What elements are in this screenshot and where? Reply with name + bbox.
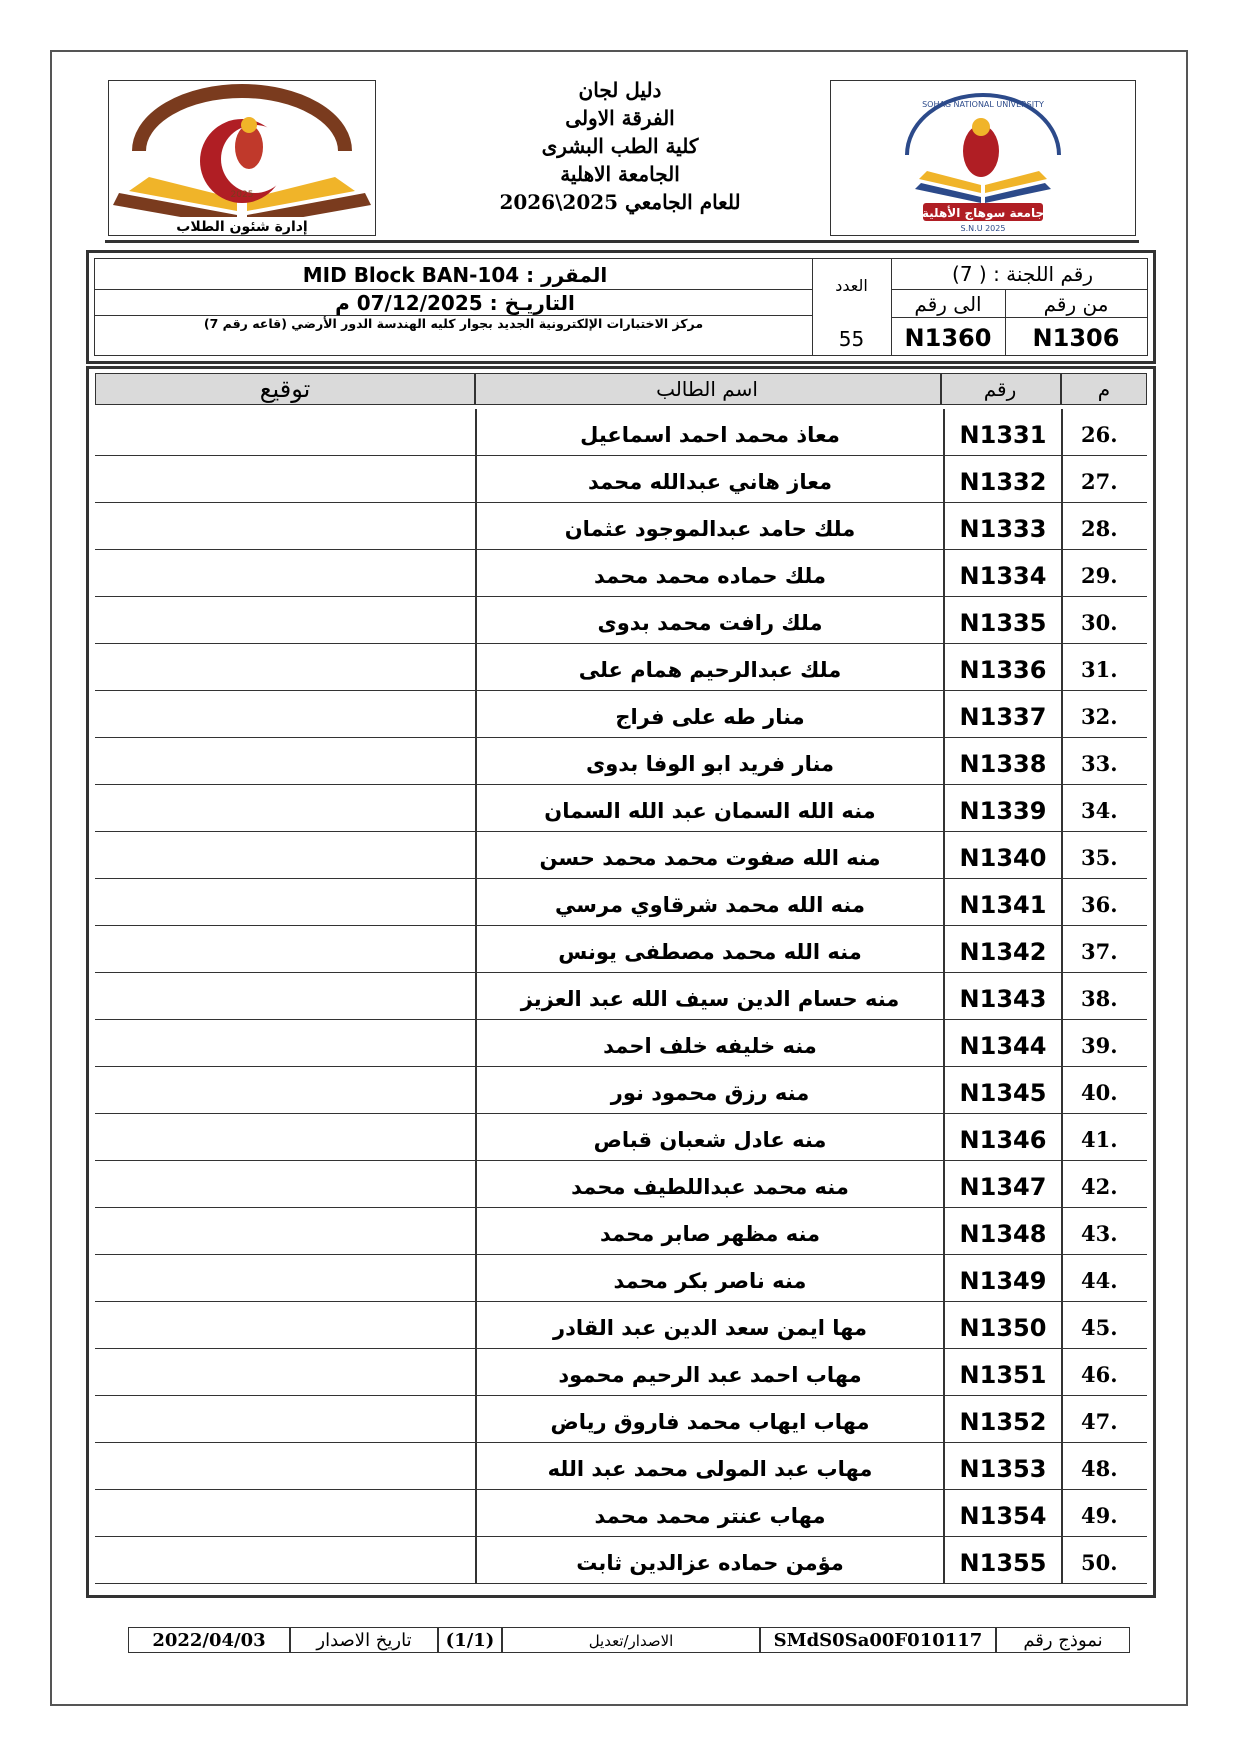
table-row xyxy=(95,1208,1147,1255)
table-row xyxy=(95,785,1147,832)
table-row xyxy=(95,456,1147,503)
signature-cell xyxy=(95,879,477,925)
student-name: منه الله محمد شرقاوي مرسي xyxy=(555,893,865,917)
row-index: 50. xyxy=(1081,1550,1118,1575)
student-code: N1348 xyxy=(943,1208,1063,1254)
issue-date-label: تاريخ الاصدار xyxy=(290,1627,438,1653)
student-name: منه عادل شعبان قباص xyxy=(593,1128,827,1152)
row-index: 49. xyxy=(1081,1503,1118,1528)
row-index: 33. xyxy=(1081,751,1118,776)
signature-cell xyxy=(95,785,477,831)
student-name: منه خليفه خلف احمد xyxy=(603,1034,817,1058)
document-title xyxy=(440,76,800,216)
student-code: N1340 xyxy=(943,832,1063,878)
form-number-label: نموذج رقم xyxy=(996,1627,1130,1653)
student-name: ملك عبدالرحيم همام على xyxy=(578,658,842,682)
student-code: N1350 xyxy=(943,1302,1063,1348)
student-name: منه ناصر بكر محمد xyxy=(613,1269,807,1293)
student-name: منه رزق محمود نور xyxy=(610,1081,810,1105)
row-index: 26. xyxy=(1081,422,1118,447)
student-code: N1339 xyxy=(943,785,1063,831)
exam-location: مركز الاختبارات الإلكترونية الجديد بجوار كليه الهندسة الدور الأرضي (قاعه رقم 7) xyxy=(203,316,704,331)
signature-cell xyxy=(95,1020,477,1066)
student-code: N1338 xyxy=(943,738,1063,784)
student-code: N1345 xyxy=(943,1067,1063,1113)
table-row xyxy=(95,1349,1147,1396)
student-code: N1352 xyxy=(943,1396,1063,1442)
row-index: 36. xyxy=(1081,892,1118,917)
student-code: N1333 xyxy=(943,503,1063,549)
student-name: معاذ محمد احمد اسماعيل xyxy=(580,423,840,447)
student-name: مهاب احمد عبد الرحيم محمود xyxy=(558,1363,862,1387)
faculty-logo xyxy=(108,80,376,236)
table-row xyxy=(95,1490,1147,1537)
svg-text:جامعة سوهاج الأهلية: جامعة سوهاج الأهلية xyxy=(921,206,1045,220)
student-code: N1335 xyxy=(943,597,1063,643)
svg-text:إدارة شئون الطلاب: إدارة شئون الطلاب xyxy=(176,219,308,235)
university-logo-icon xyxy=(831,81,1135,235)
row-index: 41. xyxy=(1081,1127,1118,1152)
table-row xyxy=(95,1067,1147,1114)
row-index: 39. xyxy=(1081,1033,1118,1058)
table-row xyxy=(95,1114,1147,1161)
student-code: N1355 xyxy=(943,1537,1063,1583)
student-code: N1343 xyxy=(943,973,1063,1019)
row-index: 44. xyxy=(1081,1268,1118,1293)
header-divider xyxy=(105,240,1139,243)
table-row xyxy=(95,1537,1147,1584)
student-name: مهاب عبد المولى محمد عبد الله xyxy=(547,1457,873,1481)
student-code: N1332 xyxy=(943,456,1063,502)
title-line: كلية الطب البشرى xyxy=(541,134,699,158)
student-code: N1334 xyxy=(943,550,1063,596)
student-name: ملك رافت محمد بدوى xyxy=(597,611,823,635)
student-code: N1347 xyxy=(943,1161,1063,1207)
signature-cell xyxy=(95,1396,477,1442)
university-logo xyxy=(830,80,1136,236)
signature-cell xyxy=(95,597,477,643)
table-row xyxy=(95,644,1147,691)
col-header-name: اسم الطالب xyxy=(656,377,758,401)
title-line: الجامعة الاهلية xyxy=(560,162,680,186)
table-row xyxy=(95,832,1147,879)
student-name: منه حسام الدين سيف الله عبد العزيز xyxy=(520,987,900,1011)
divider xyxy=(1060,374,1062,404)
table-row xyxy=(95,1302,1147,1349)
signature-cell xyxy=(95,926,477,972)
student-name: منار طه على فراج xyxy=(615,705,805,729)
student-name: منه الله محمد مصطفى يونس xyxy=(558,940,862,964)
student-name: ملك حامد عبدالموجود عثمان xyxy=(564,517,856,541)
row-index: 42. xyxy=(1081,1174,1118,1199)
table-row xyxy=(95,409,1147,456)
from-value: N1306 xyxy=(1032,324,1120,352)
students-table xyxy=(86,366,1156,1598)
row-index: 43. xyxy=(1081,1221,1118,1246)
signature-cell xyxy=(95,1114,477,1160)
student-code: N1342 xyxy=(943,926,1063,972)
row-index: 27. xyxy=(1081,469,1118,494)
course-label: المقرر : MID Block BAN-104 xyxy=(302,263,608,287)
table-row xyxy=(95,1255,1147,1302)
table-row xyxy=(95,879,1147,926)
signature-cell xyxy=(95,409,477,455)
row-index: 28. xyxy=(1081,516,1118,541)
student-code: N1341 xyxy=(943,879,1063,925)
col-header-code: رقم xyxy=(983,377,1017,401)
signature-cell xyxy=(95,973,477,1019)
issue-date-value: 2022/04/03 xyxy=(128,1627,290,1653)
svg-text:SOHAG NATIONAL UNIVERSITY: SOHAG NATIONAL UNIVERSITY xyxy=(922,100,1044,109)
table-row xyxy=(95,550,1147,597)
table-row xyxy=(95,973,1147,1020)
signature-cell xyxy=(95,1490,477,1536)
signature-cell xyxy=(95,1208,477,1254)
signature-cell xyxy=(95,1302,477,1348)
signature-cell xyxy=(95,550,477,596)
student-code: N1344 xyxy=(943,1020,1063,1066)
col-header-signature: توقيع xyxy=(259,375,311,403)
student-name: منه محمد عبداللطيف محمد xyxy=(571,1175,849,1199)
document-footer xyxy=(128,1627,1130,1653)
signature-cell xyxy=(95,1067,477,1113)
signature-cell xyxy=(95,1349,477,1395)
row-index: 45. xyxy=(1081,1315,1118,1340)
table-row xyxy=(95,691,1147,738)
student-code: N1353 xyxy=(943,1443,1063,1489)
row-index: 29. xyxy=(1081,563,1118,588)
version-label: الاصدار/تعديل xyxy=(502,1627,760,1653)
student-code: N1354 xyxy=(943,1490,1063,1536)
to-value: N1360 xyxy=(904,324,992,352)
exam-date: التاريـخ : 07/12/2025 م xyxy=(335,291,575,315)
table-header-row xyxy=(95,373,1147,405)
signature-cell xyxy=(95,691,477,737)
row-index: 40. xyxy=(1081,1080,1118,1105)
svg-text:2025: 2025 xyxy=(230,190,254,200)
row-index: 31. xyxy=(1081,657,1118,682)
svg-text:S.N.U 2025: S.N.U 2025 xyxy=(960,224,1006,233)
to-label: الى رقم xyxy=(914,292,982,316)
student-code: N1346 xyxy=(943,1114,1063,1160)
version-value: (1/1) xyxy=(438,1627,502,1653)
student-code: N1349 xyxy=(943,1255,1063,1301)
table-row xyxy=(95,1161,1147,1208)
table-row xyxy=(95,1396,1147,1443)
divider xyxy=(474,374,476,404)
student-name: منار فريد ابو الوفا بدوى xyxy=(585,752,835,776)
row-index: 47. xyxy=(1081,1409,1118,1434)
signature-cell xyxy=(95,1537,477,1583)
row-index: 48. xyxy=(1081,1456,1118,1481)
form-number-value: SMdS0Sa00F010117 xyxy=(760,1627,996,1653)
student-name: ملك حماده محمد محمد xyxy=(593,564,827,588)
table-row xyxy=(95,503,1147,550)
table-row xyxy=(95,738,1147,785)
signature-cell xyxy=(95,1161,477,1207)
faculty-logo-icon xyxy=(109,81,375,235)
signature-cell xyxy=(95,456,477,502)
row-index: 46. xyxy=(1081,1362,1118,1387)
row-index: 30. xyxy=(1081,610,1118,635)
row-index: 38. xyxy=(1081,986,1118,1011)
title-line: دليل لجان xyxy=(578,78,662,102)
student-name: منه الله صفوت محمد محمد حسن xyxy=(539,846,881,870)
student-name: مؤمن حماده عزالدين ثابت xyxy=(576,1551,844,1575)
table-row xyxy=(95,926,1147,973)
count-value: 55 xyxy=(838,327,865,351)
student-code: N1336 xyxy=(943,644,1063,690)
title-line: الفرقة الاولى xyxy=(565,106,675,130)
row-index: 35. xyxy=(1081,845,1118,870)
signature-cell xyxy=(95,832,477,878)
student-code: N1331 xyxy=(943,409,1063,455)
title-line: للعام الجامعي 2025\2026 xyxy=(499,190,741,214)
signature-cell xyxy=(95,738,477,784)
row-index: 34. xyxy=(1081,798,1118,823)
committee-info-box xyxy=(86,250,1156,364)
student-code: N1337 xyxy=(943,691,1063,737)
student-code: N1351 xyxy=(943,1349,1063,1395)
table-row xyxy=(95,597,1147,644)
student-name: مهاب عنتر محمد محمد xyxy=(594,1504,826,1528)
row-index: 32. xyxy=(1081,704,1118,729)
signature-cell xyxy=(95,503,477,549)
student-name: منه مظهر صابر محمد xyxy=(599,1222,821,1246)
table-row xyxy=(95,1020,1147,1067)
count-label: العدد xyxy=(835,276,868,295)
divider xyxy=(940,374,942,404)
student-name: مهاب ايهاب محمد فاروق رياض xyxy=(550,1410,870,1434)
committee-number: رقم اللجنة : ( 7) xyxy=(952,262,1093,286)
student-name: منه الله السمان عبد الله السمان xyxy=(544,799,876,823)
row-index: 37. xyxy=(1081,939,1118,964)
student-name: مها ايمن سعد الدين عبد القادر xyxy=(553,1316,867,1340)
table-row xyxy=(95,1443,1147,1490)
student-name: معاز هاني عبدالله محمد xyxy=(587,470,833,494)
signature-cell xyxy=(95,1443,477,1489)
signature-cell xyxy=(95,1255,477,1301)
signature-cell xyxy=(95,644,477,690)
from-label: من رقم xyxy=(1043,292,1109,316)
col-header-index: م xyxy=(1097,377,1111,401)
